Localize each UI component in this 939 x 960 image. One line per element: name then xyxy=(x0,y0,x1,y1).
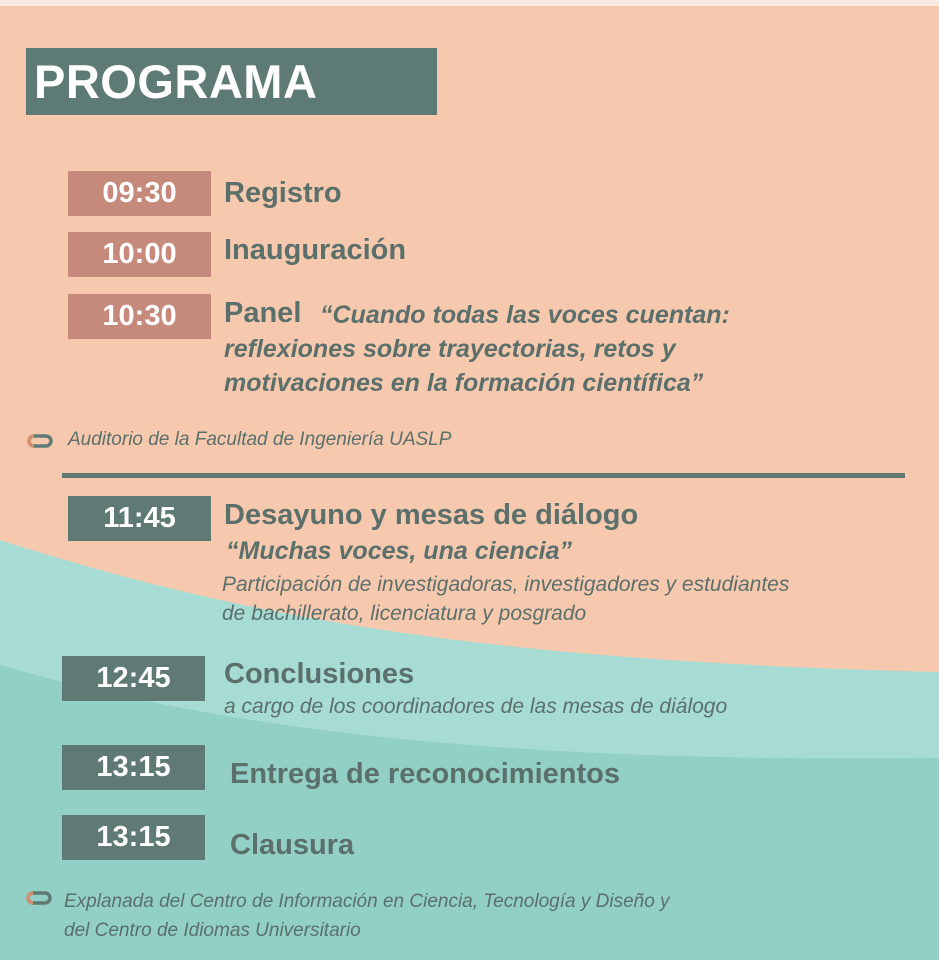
venue-text: Explanada del Centro de Información en Ciencia, Tecnología y Diseño y xyxy=(64,891,670,912)
time-badge: 13:15 xyxy=(62,745,205,790)
time-badge: 11:45 xyxy=(68,496,211,541)
time-badge: 13:15 xyxy=(62,815,205,860)
event-title: Conclusiones xyxy=(224,658,415,690)
event-title: Inauguración xyxy=(224,234,407,266)
event-title: Registro xyxy=(224,177,342,209)
section-divider xyxy=(62,473,905,478)
venue-text: del Centro de Idiomas Universitario xyxy=(64,920,361,941)
time-badge: 09:30 xyxy=(68,171,211,216)
time-badge: 12:45 xyxy=(62,656,205,701)
event-description: de bachillerato, licenciatura y posgrado xyxy=(222,602,587,625)
event-quote: “Muchas voces, una ciencia” xyxy=(226,537,572,565)
time-badge: 10:30 xyxy=(68,294,211,339)
location-ring-icon xyxy=(26,891,52,905)
venue-text: Auditorio de la Facultad de Ingeniería UASLP xyxy=(68,429,452,450)
event-title: Entrega de reconocimientos xyxy=(230,758,620,790)
time-badge: 10:00 xyxy=(68,232,211,277)
event-title: Desayuno y mesas de diálogo xyxy=(224,499,639,531)
panel-quote-line: reflexiones sobre trayectorias, retos y xyxy=(224,335,676,363)
event-title: Panel xyxy=(224,297,302,329)
event-description: a cargo de los coordinadores de las mesas de diálogo xyxy=(224,695,728,718)
event-description: Participación de investigadoras, investigadores y estudiantes xyxy=(222,573,790,596)
panel-quote-line: “Cuando todas las voces cuentan: xyxy=(320,301,730,329)
location-ring-icon xyxy=(27,434,53,448)
event-title: Clausura xyxy=(230,829,355,861)
page-title: PROGRAMA xyxy=(34,55,318,108)
panel-quote-line: motivaciones en la formación científica” xyxy=(224,369,704,397)
